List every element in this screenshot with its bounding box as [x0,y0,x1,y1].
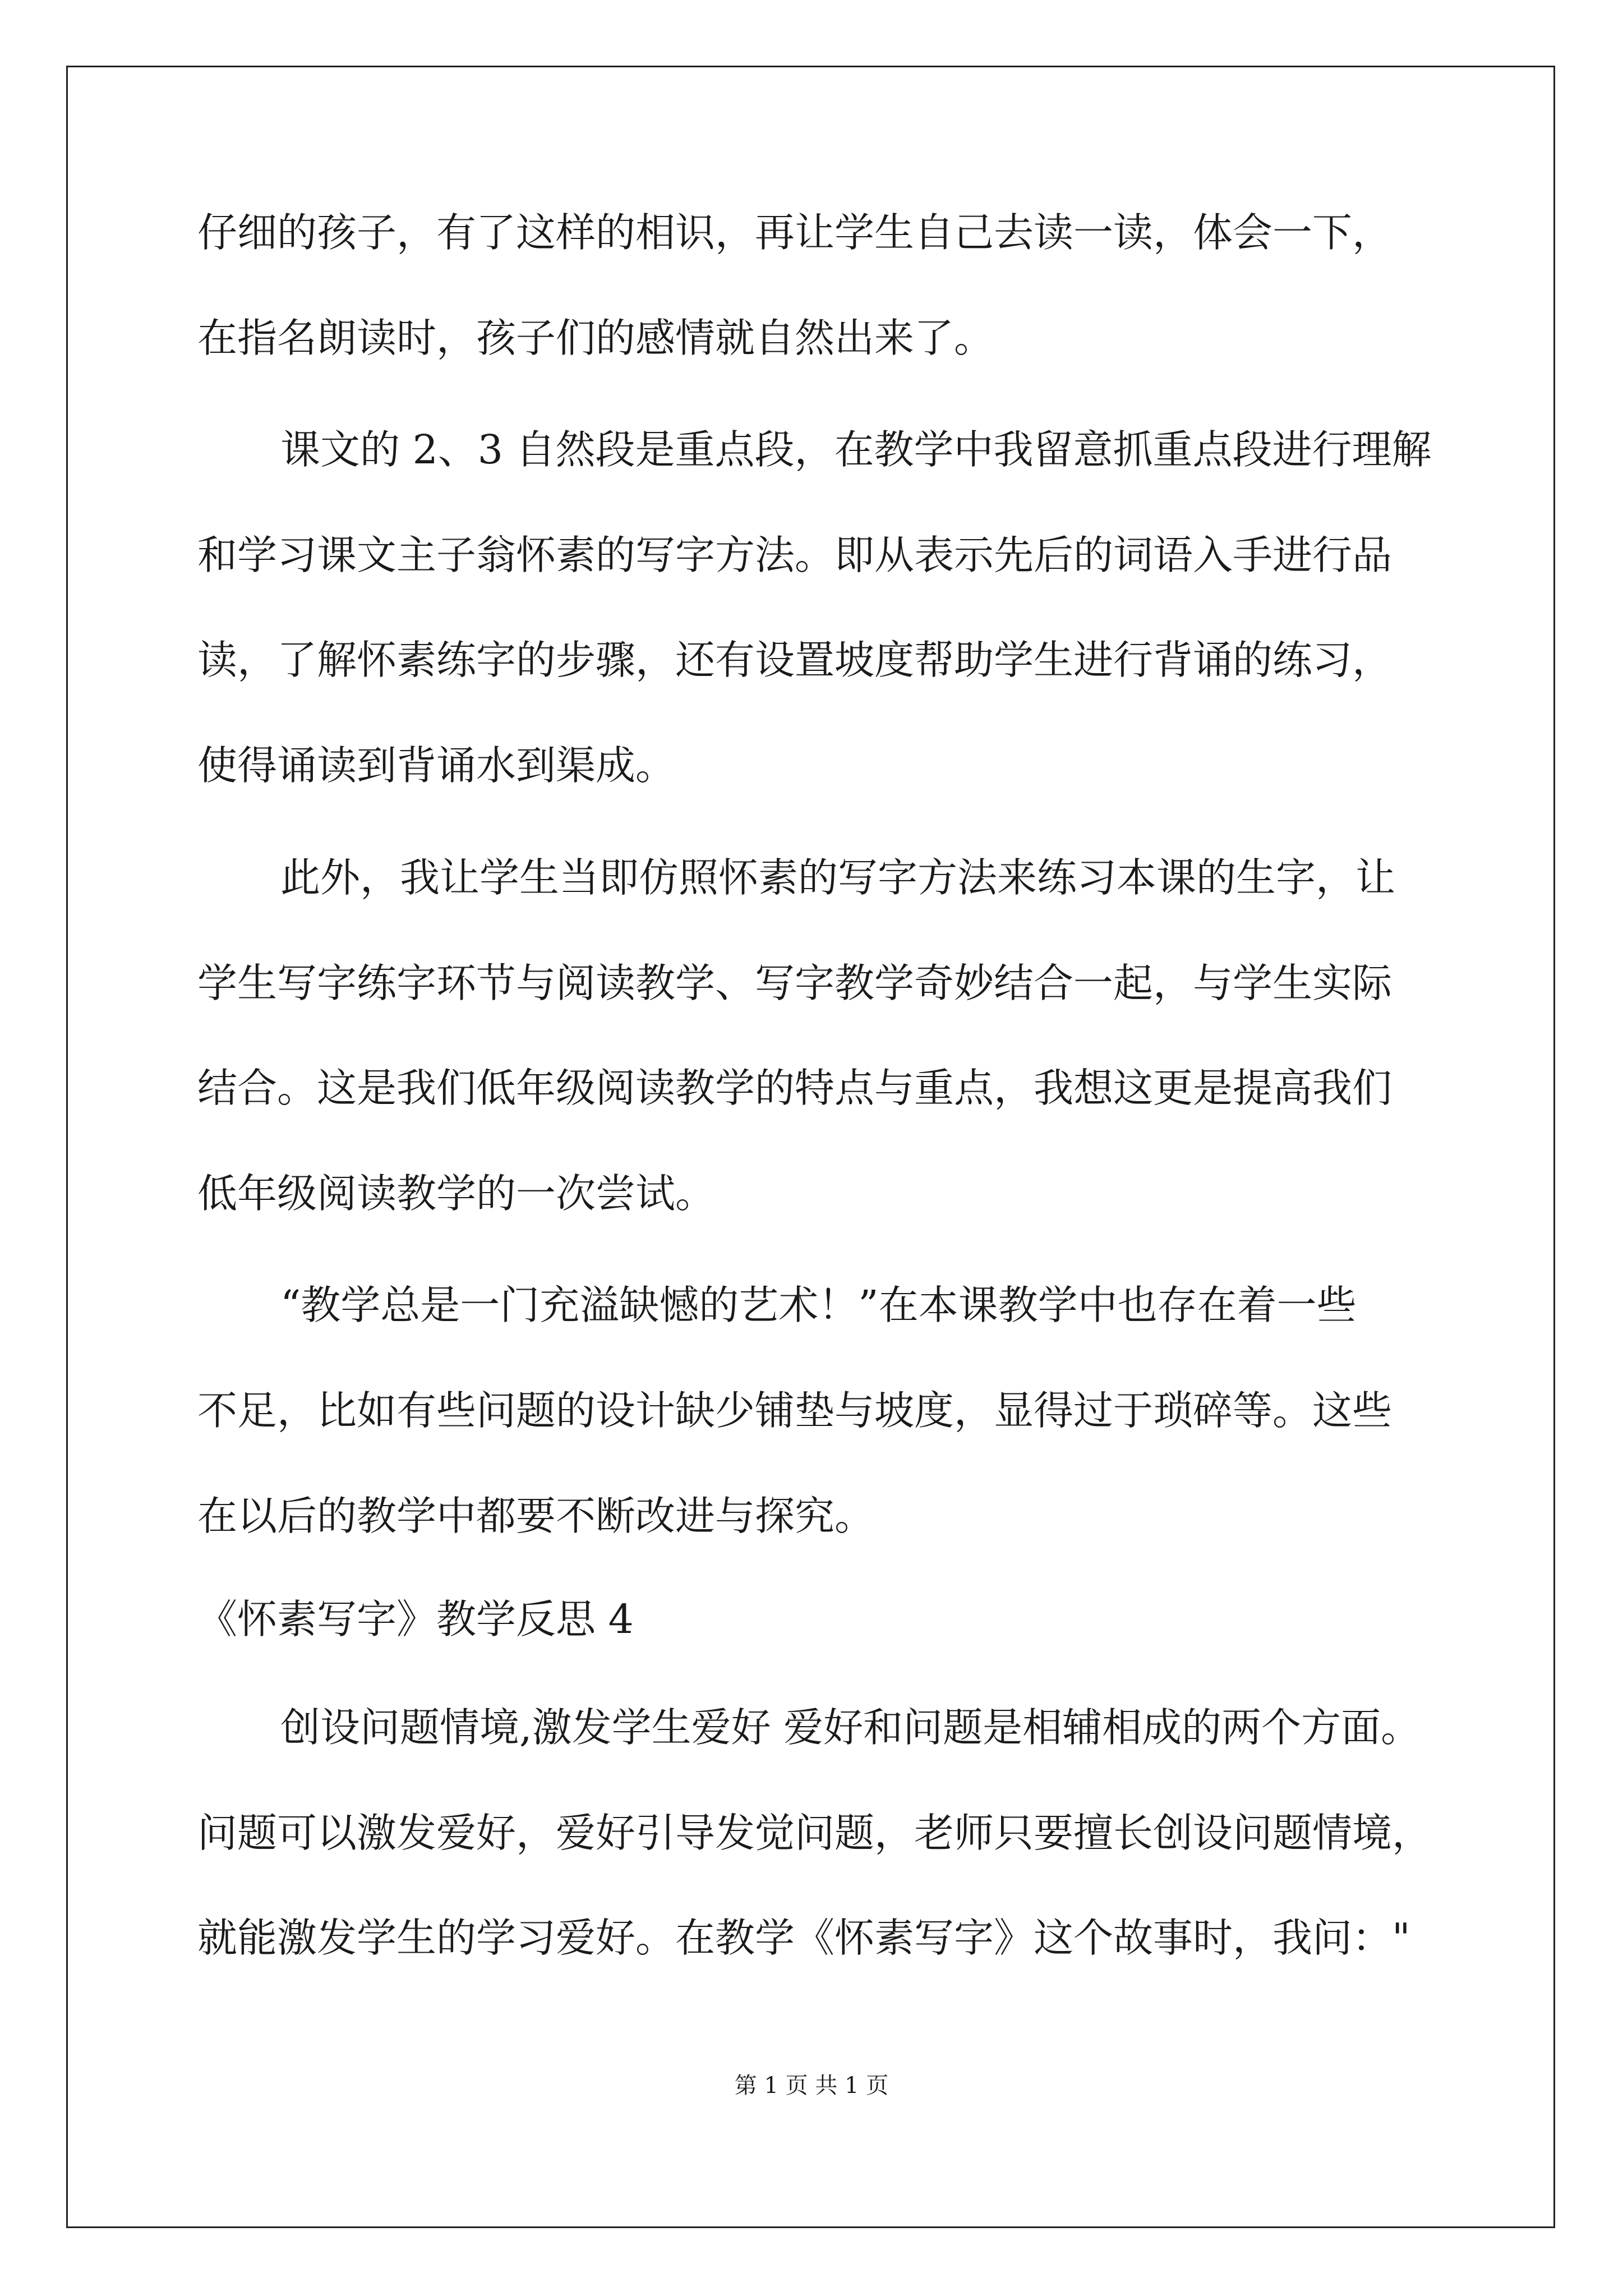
text-line: “教学总是一门充溢缺憾的艺术！”在本课教学中也存在着一些 [280,1282,1357,1328]
text-line: 就能激发学生的学习爱好。在教学《怀素写字》这个故事时，我问：" [197,1915,1410,1961]
text-line: 问题可以激发爱好，爱好引导发觉问题，老师只要擅长创设问题情境， [197,1810,1432,1856]
text-line: 和学习课文主子翁怀素的写字方法。即从表示先后的词语入手进行品 [197,532,1393,578]
text-line: 使得诵读到背诵水到渠成。 [197,742,676,789]
text-line: 读，了解怀素练字的步骤，还有设置坡度帮助学生进行背诵的练习， [197,637,1393,683]
text-line: 课文的 2、3 自然段是重点段，在教学中我留意抓重点段进行理解 [280,426,1432,473]
page-footer: 第 1 页 共 1 页 [734,2073,889,2099]
page-border [66,66,1555,2228]
text-line: 仔细的孩子，有了这样的相识，再让学生自己去读一读，体会一下， [197,209,1393,256]
text-line: 创设问题情境,激发学生爱好 爱好和问题是相辅相成的两个方面。 [280,1704,1421,1751]
text-line: 在以后的教学中都要不断改进与探究。 [197,1493,875,1539]
text-line: 此外，我让学生当即仿照怀素的写字方法来练习本课的生字，让 [280,854,1396,901]
text-line: 在指名朗读时，孩子们的感情就自然出来了。 [197,315,994,361]
text-line: 学生写字练字环节与阅读教学、写字教学奇妙结合一起，与学生实际 [197,960,1393,1006]
text-line: 低年级阅读教学的一次尝试。 [197,1170,716,1217]
text-line: 不足，比如有些问题的设计缺少铺垫与坡度，显得过于琐碎等。这些 [197,1387,1393,1434]
text-line: 结合。这是我们低年级阅读教学的特点与重点，我想这更是提高我们 [197,1065,1393,1111]
section-heading: 《怀素写字》教学反思 4 [197,1596,634,1642]
